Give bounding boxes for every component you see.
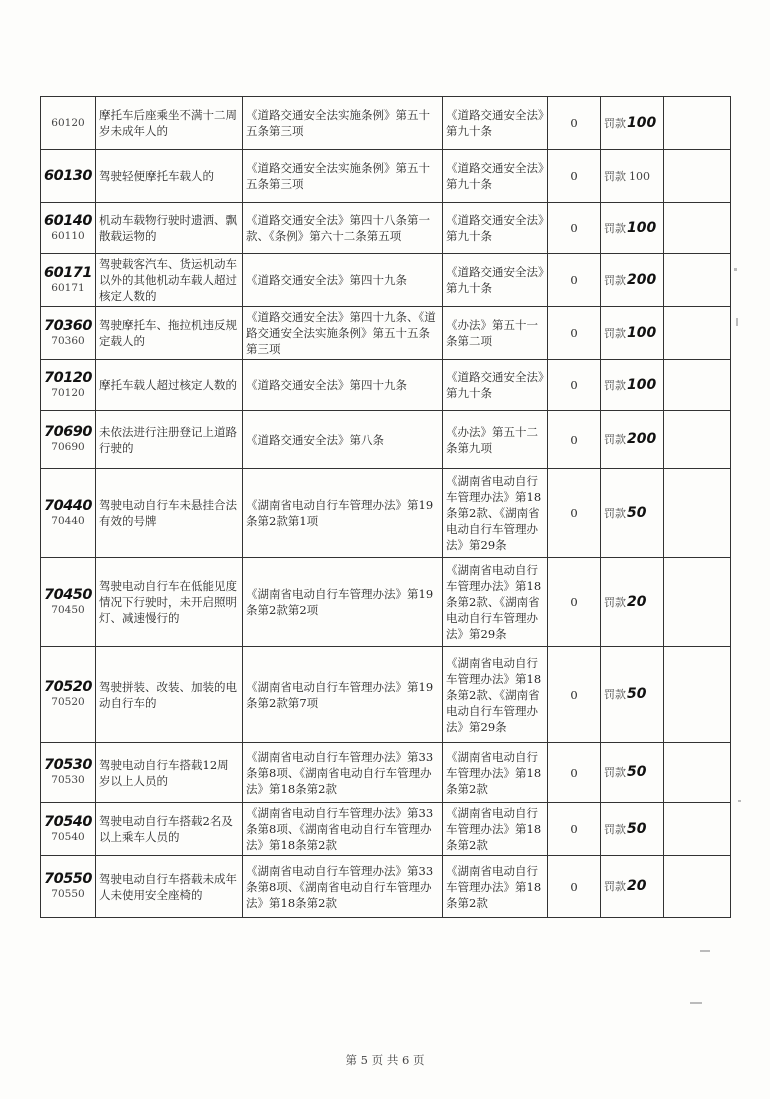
fine-cell bbox=[601, 411, 664, 469]
fine-cell bbox=[601, 647, 664, 743]
handwritten-code: 70450 bbox=[44, 586, 92, 603]
blank-cell bbox=[664, 743, 731, 803]
fine-cell bbox=[601, 307, 664, 360]
code-cell bbox=[41, 203, 96, 254]
handwritten-code: 70540 bbox=[44, 813, 92, 830]
blank-cell bbox=[664, 360, 731, 411]
code-cell bbox=[41, 803, 96, 856]
fine-label: 罚款 bbox=[604, 822, 626, 836]
blank-cell bbox=[664, 254, 731, 307]
code-cell bbox=[41, 254, 96, 307]
fine-label: 罚款 bbox=[604, 433, 626, 446]
fine-amount: 100 bbox=[629, 169, 650, 183]
printed-code: 70360 bbox=[51, 334, 85, 347]
printed-code: 70530 bbox=[51, 774, 85, 786]
violation-table bbox=[40, 96, 731, 918]
fine-label: 罚款 bbox=[604, 595, 626, 609]
fine-amount: 20 bbox=[627, 593, 647, 610]
fine-label: 罚款 bbox=[604, 766, 626, 779]
fine-amount: 100 bbox=[627, 376, 657, 393]
printed-code: 60171 bbox=[51, 281, 85, 294]
legal-basis: 《道路交通安全法实施条例》第五十五条第三项 bbox=[243, 97, 443, 150]
points-value: 0 bbox=[548, 647, 601, 743]
handwritten-code: 70550 bbox=[44, 871, 92, 887]
points-value: 0 bbox=[548, 203, 601, 254]
table-row bbox=[41, 469, 731, 558]
code-cell bbox=[41, 743, 96, 803]
violation-description: 驾驶轻便摩托车载人的 bbox=[96, 150, 243, 203]
blank-cell bbox=[664, 203, 731, 254]
blank-cell bbox=[664, 411, 731, 469]
table-row bbox=[41, 558, 731, 647]
table-row bbox=[41, 411, 731, 469]
points-value: 0 bbox=[548, 360, 601, 411]
violation-description: 驾驶拼装、改装、加装的电动自行车的 bbox=[96, 647, 243, 743]
code-cell bbox=[41, 411, 96, 469]
code-cell bbox=[41, 558, 96, 647]
handwritten-code: 60171 bbox=[44, 264, 92, 281]
legal-basis: 《道路交通安全法》第四十九条 bbox=[243, 360, 443, 411]
table-row bbox=[41, 856, 731, 918]
points-value: 0 bbox=[548, 743, 601, 803]
blank-cell bbox=[664, 469, 731, 558]
penalty-basis: 《湖南省电动自行车管理办法》第18条第2款、《湖南省电动自行车管理办法》第29条 bbox=[443, 469, 548, 558]
printed-code: 70520 bbox=[51, 696, 85, 708]
penalty-basis: 《湖南省电动自行车管理办法》第18条第2款 bbox=[443, 856, 548, 918]
fine-amount: 200 bbox=[627, 431, 657, 447]
penalty-basis: 《道路交通安全法》第九十条 bbox=[443, 97, 548, 150]
code-cell bbox=[41, 150, 96, 203]
legal-basis: 《湖南省电动自行车管理办法》第33条第8项、《湖南省电动自行车管理办法》第18条第2款 bbox=[243, 743, 443, 803]
points-value: 0 bbox=[548, 558, 601, 647]
fine-label: 罚款 bbox=[604, 169, 626, 183]
handwritten-code: 70440 bbox=[44, 497, 92, 514]
fine-amount: 50 bbox=[627, 686, 647, 702]
legal-basis: 《道路交通安全法》第四十八条第一款、《条例》第六十二条第五项 bbox=[243, 203, 443, 254]
legal-basis: 《道路交通安全法实施条例》第五十五条第三项 bbox=[243, 150, 443, 203]
handwritten-code: 70120 bbox=[44, 369, 92, 386]
fine-cell bbox=[601, 856, 664, 918]
violation-description: 驾驶电动自行车搭载12周岁以上人员的 bbox=[96, 743, 243, 803]
handwritten-code: 70520 bbox=[44, 679, 92, 695]
fine-cell bbox=[601, 360, 664, 411]
legal-basis: 《道路交通安全法》第八条 bbox=[243, 411, 443, 469]
points-value: 0 bbox=[548, 254, 601, 307]
fine-label: 罚款 bbox=[604, 688, 626, 701]
table-row bbox=[41, 203, 731, 254]
printed-code: 70540 bbox=[51, 830, 85, 843]
table-row bbox=[41, 97, 731, 150]
points-value: 0 bbox=[548, 803, 601, 856]
fine-label: 罚款 bbox=[604, 378, 626, 392]
legal-basis: 《道路交通安全法》第四十九条 bbox=[243, 254, 443, 307]
penalty-basis: 《湖南省电动自行车管理办法》第18条第2款 bbox=[443, 803, 548, 856]
fine-amount: 50 bbox=[627, 764, 647, 780]
fine-cell bbox=[601, 743, 664, 803]
violation-description: 驾驶载客汽车、货运机动车以外的其他机动车载人超过核定人数的 bbox=[96, 254, 243, 307]
printed-code: 60120 bbox=[51, 117, 85, 129]
fine-label: 罚款 bbox=[604, 880, 626, 893]
fine-label: 罚款 bbox=[604, 116, 626, 130]
code-cell bbox=[41, 647, 96, 743]
fine-cell bbox=[601, 469, 664, 558]
code-cell bbox=[41, 469, 96, 558]
code-cell bbox=[41, 360, 96, 411]
violation-description: 摩托车后座乘坐不满十二周岁未成年人的 bbox=[96, 97, 243, 150]
code-cell bbox=[41, 97, 96, 150]
printed-code: 70440 bbox=[51, 514, 85, 527]
penalty-basis: 《湖南省电动自行车管理办法》第18条第2款 bbox=[443, 743, 548, 803]
printed-code: 70690 bbox=[51, 441, 85, 453]
legal-basis: 《湖南省电动自行车管理办法》第19条第2款第2项 bbox=[243, 558, 443, 647]
violation-description: 机动车载物行驶时遗洒、飘散载运物的 bbox=[96, 203, 243, 254]
code-cell bbox=[41, 307, 96, 360]
handwritten-code: 70530 bbox=[44, 757, 92, 773]
fine-cell bbox=[601, 803, 664, 856]
violation-description: 驾驶电动自行车在低能见度情况下行驶时，未开启照明灯、减速慢行的 bbox=[96, 558, 243, 647]
penalty-basis: 《道路交通安全法》第九十条 bbox=[443, 254, 548, 307]
table-row bbox=[41, 307, 731, 360]
handwritten-code: 70360 bbox=[44, 317, 92, 334]
fine-label: 罚款 bbox=[604, 506, 626, 520]
violation-description: 驾驶电动自行车搭载未成年人未使用安全座椅的 bbox=[96, 856, 243, 918]
violation-description: 驾驶电动自行车搭载2名及以上乘车人员的 bbox=[96, 803, 243, 856]
blank-cell bbox=[664, 307, 731, 360]
violation-description: 驾驶电动自行车未悬挂合法有效的号牌 bbox=[96, 469, 243, 558]
penalty-basis: 《湖南省电动自行车管理办法》第18条第2款、《湖南省电动自行车管理办法》第29条 bbox=[443, 558, 548, 647]
table-row bbox=[41, 743, 731, 803]
handwritten-code: 70690 bbox=[44, 424, 92, 440]
points-value: 0 bbox=[548, 307, 601, 360]
points-value: 0 bbox=[548, 469, 601, 558]
penalty-basis: 《道路交通安全法》第九十条 bbox=[443, 360, 548, 411]
printed-code: 70120 bbox=[51, 386, 85, 399]
penalty-basis: 《办法》第五十一条第二项 bbox=[443, 307, 548, 360]
handwritten-code: 60130 bbox=[44, 167, 92, 184]
fine-amount: 100 bbox=[627, 219, 657, 236]
penalty-basis: 《道路交通安全法》第九十条 bbox=[443, 203, 548, 254]
violation-description: 驾驶摩托车、拖拉机违反规定载人的 bbox=[96, 307, 243, 360]
table-row bbox=[41, 803, 731, 856]
points-value: 0 bbox=[548, 856, 601, 918]
fine-cell bbox=[601, 97, 664, 150]
table-row bbox=[41, 254, 731, 307]
fine-amount: 100 bbox=[627, 324, 657, 341]
blank-cell bbox=[664, 647, 731, 743]
legal-basis: 《湖南省电动自行车管理办法》第33条第8项、《湖南省电动自行车管理办法》第18条第2款 bbox=[243, 856, 443, 918]
fine-label: 罚款 bbox=[604, 273, 626, 287]
blank-cell bbox=[664, 558, 731, 647]
violation-description: 未依法进行注册登记上道路行驶的 bbox=[96, 411, 243, 469]
scan-mark bbox=[700, 950, 710, 952]
legal-basis: 《湖南省电动自行车管理办法》第19条第2款第7项 bbox=[243, 647, 443, 743]
legal-basis: 《道路交通安全法》第四十九条、《道路交通安全法实施条例》第五十五条第三项 bbox=[243, 307, 443, 360]
fine-amount: 100 bbox=[627, 114, 657, 131]
printed-code: 70450 bbox=[51, 603, 85, 616]
points-value: 0 bbox=[548, 97, 601, 150]
blank-cell bbox=[664, 803, 731, 856]
blank-cell bbox=[664, 856, 731, 918]
violation-table-body bbox=[41, 97, 731, 918]
table-row bbox=[41, 360, 731, 411]
fine-amount: 20 bbox=[627, 878, 647, 894]
violation-description: 摩托车载人超过核定人数的 bbox=[96, 360, 243, 411]
printed-code: 60110 bbox=[51, 229, 85, 242]
page-footer: 第 5 页 共 6 页 bbox=[345, 1053, 425, 1067]
scan-mark bbox=[734, 268, 737, 271]
scan-mark bbox=[736, 318, 738, 326]
blank-cell bbox=[664, 150, 731, 203]
legal-basis: 《湖南省电动自行车管理办法》第19条第2款第1项 bbox=[243, 469, 443, 558]
fine-cell bbox=[601, 150, 664, 203]
fine-amount: 50 bbox=[627, 504, 647, 521]
fine-label: 罚款 bbox=[604, 221, 626, 235]
points-value: 0 bbox=[548, 411, 601, 469]
fine-cell bbox=[601, 203, 664, 254]
fine-label: 罚款 bbox=[604, 326, 626, 340]
code-cell bbox=[41, 856, 96, 918]
blank-cell bbox=[664, 97, 731, 150]
scan-mark bbox=[690, 1002, 702, 1004]
handwritten-code: 60140 bbox=[44, 212, 92, 229]
fine-cell bbox=[601, 558, 664, 647]
penalty-basis: 《道路交通安全法》第九十条 bbox=[443, 150, 548, 203]
penalty-basis: 《办法》第五十二条第九项 bbox=[443, 411, 548, 469]
printed-code: 70550 bbox=[51, 888, 85, 900]
scan-mark bbox=[738, 800, 741, 802]
table-row bbox=[41, 647, 731, 743]
fine-amount: 50 bbox=[627, 820, 647, 837]
legal-basis: 《湖南省电动自行车管理办法》第33条第8项、《湖南省电动自行车管理办法》第18条第2款 bbox=[243, 803, 443, 856]
points-value: 0 bbox=[548, 150, 601, 203]
penalty-basis: 《湖南省电动自行车管理办法》第18条第2款、《湖南省电动自行车管理办法》第29条 bbox=[443, 647, 548, 743]
table-row bbox=[41, 150, 731, 203]
fine-amount: 200 bbox=[627, 271, 657, 288]
fine-cell bbox=[601, 254, 664, 307]
